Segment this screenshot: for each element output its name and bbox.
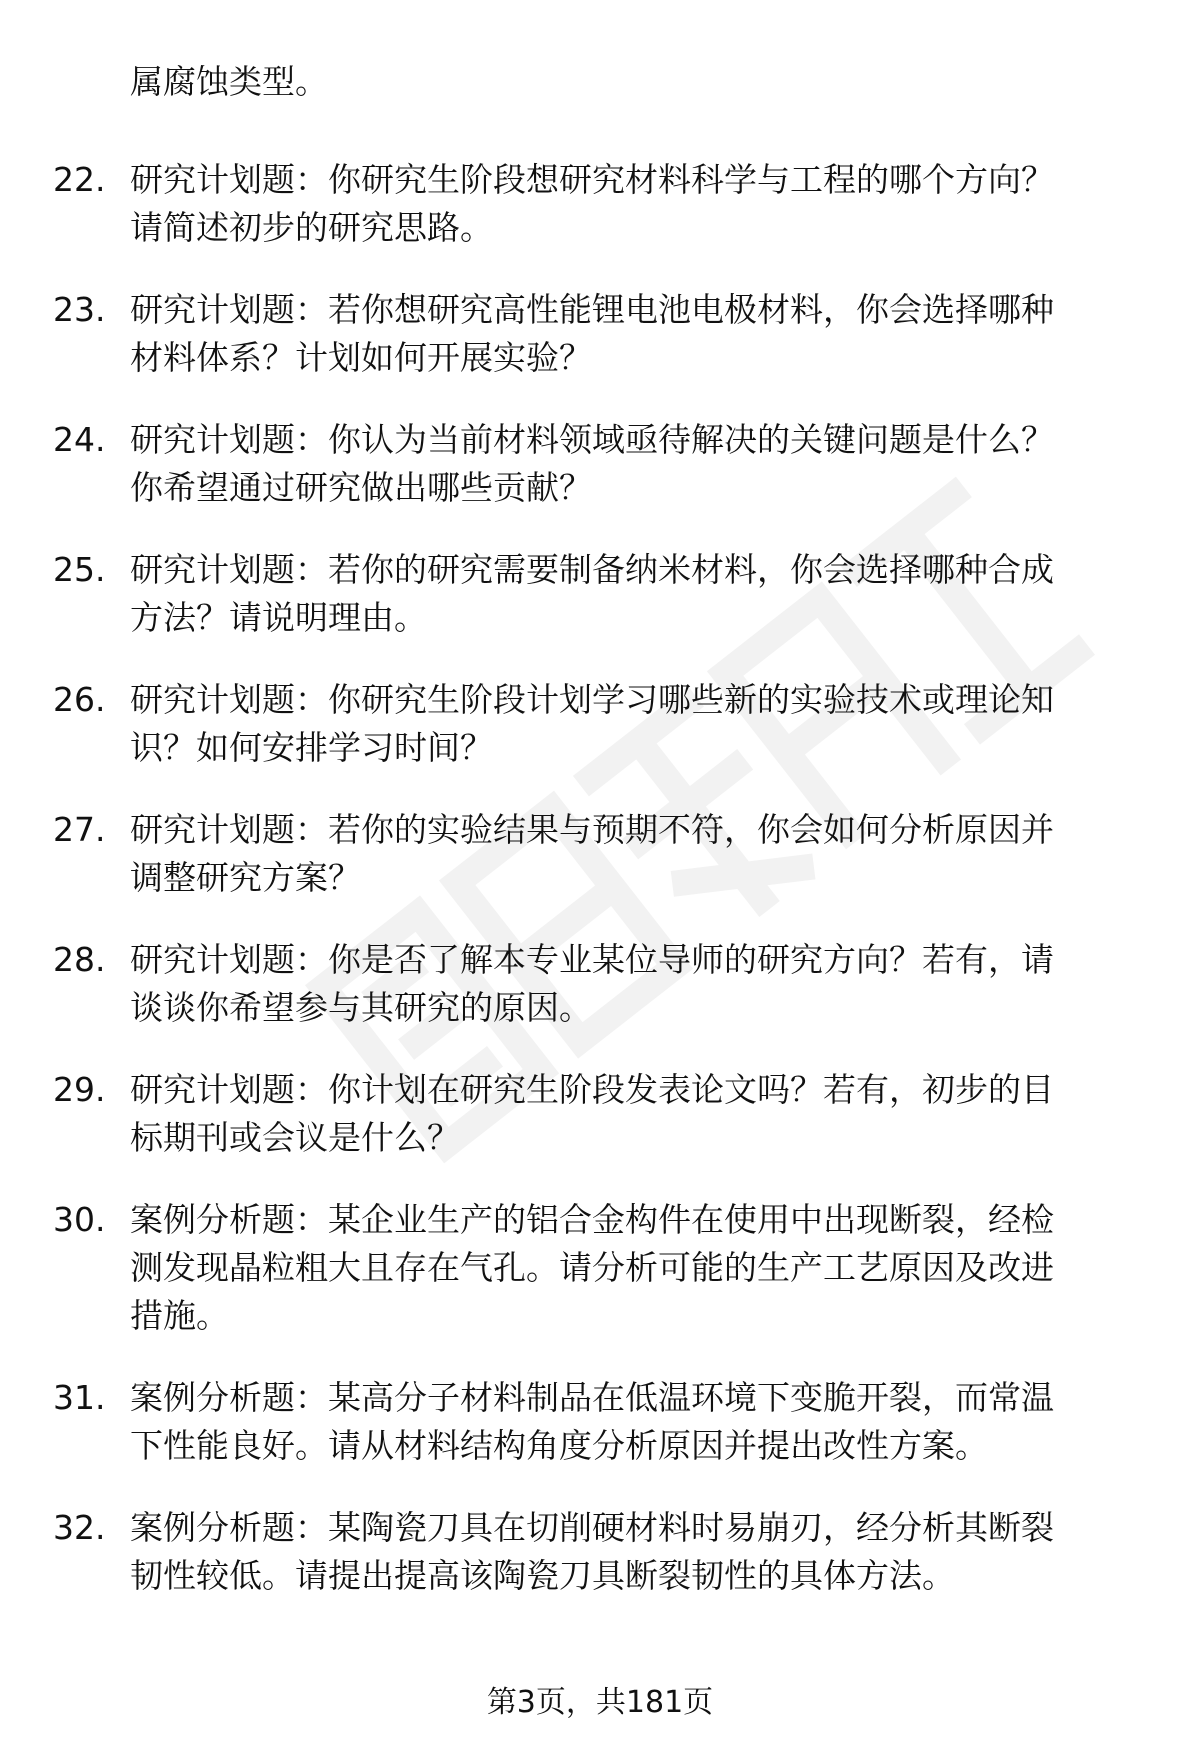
list-item bbox=[0, 936, 1200, 1032]
question-text: 案例分析题：某高分子材料制品在低温环境下变脆开裂，而常温 下性能良好。请从材料结构角度分析原因并提出改性方案。 bbox=[130, 1378, 1054, 1465]
list-item bbox=[0, 156, 1200, 252]
list-item bbox=[0, 546, 1200, 642]
question-number: 31. bbox=[53, 1378, 106, 1417]
page-footer: 第3页，共181页 bbox=[486, 1685, 714, 1720]
list-item bbox=[0, 806, 1200, 902]
list-item bbox=[0, 416, 1200, 512]
question-number: 30. bbox=[53, 1200, 106, 1239]
question-text: 案例分析题：某企业生产的铝合金构件在使用中出现断裂，经检 测发现晶粒粗大且存在气孔。请分析可能的生产工艺原因及改进 措施。 bbox=[130, 1200, 1054, 1335]
continuation-text: 属腐蚀类型。 bbox=[130, 62, 328, 101]
question-text: 研究计划题：你研究生阶段想研究材料科学与工程的哪个方向？ 请简述初步的研究思路。 bbox=[130, 160, 1054, 247]
question-text: 研究计划题：若你的实验结果与预期不符，你会如何分析原因并 调整研究方案？ bbox=[130, 810, 1054, 897]
list-item bbox=[0, 1504, 1200, 1600]
question-text: 研究计划题：若你的研究需要制备纳米材料，你会选择哪种合成 方法？请说明理由。 bbox=[130, 550, 1054, 637]
question-number: 32. bbox=[53, 1508, 106, 1547]
question-number: 29. bbox=[53, 1070, 106, 1109]
question-text: 案例分析题：某陶瓷刀具在切削硬材料时易崩刃，经分析其断裂 韧性较低。请提出提高该陶瓷刀具断裂韧性的具体方法。 bbox=[130, 1508, 1054, 1595]
list-item bbox=[0, 286, 1200, 382]
question-number: 23. bbox=[53, 290, 106, 329]
question-text: 研究计划题：你认为当前材料领域亟待解决的关键问题是什么？ 你希望通过研究做出哪些贡献？ bbox=[130, 420, 1054, 507]
list-item bbox=[0, 1066, 1200, 1162]
question-number: 24. bbox=[53, 420, 106, 459]
question-text: 研究计划题：你研究生阶段计划学习哪些新的实验技术或理论知 识？如何安排学习时间？ bbox=[130, 680, 1054, 767]
question-text: 研究计划题：你是否了解本专业某位导师的研究方向？若有，请 谈谈你希望参与其研究的原因。 bbox=[130, 940, 1054, 1027]
list-item bbox=[0, 1196, 1200, 1340]
question-number: 25. bbox=[53, 550, 106, 589]
list-item bbox=[0, 1374, 1200, 1470]
question-text: 研究计划题：若你想研究高性能锂电池电极材料，你会选择哪种 材料体系？计划如何开展实验？ bbox=[130, 290, 1054, 377]
question-text: 研究计划题：你计划在研究生阶段发表论文吗？若有，初步的目 标期刊或会议是什么？ bbox=[130, 1070, 1054, 1157]
question-number: 26. bbox=[53, 680, 106, 719]
question-number: 22. bbox=[53, 160, 106, 199]
list-item bbox=[0, 676, 1200, 772]
question-number: 28. bbox=[53, 940, 106, 979]
question-number: 27. bbox=[53, 810, 106, 849]
page-content bbox=[0, 58, 1200, 1634]
